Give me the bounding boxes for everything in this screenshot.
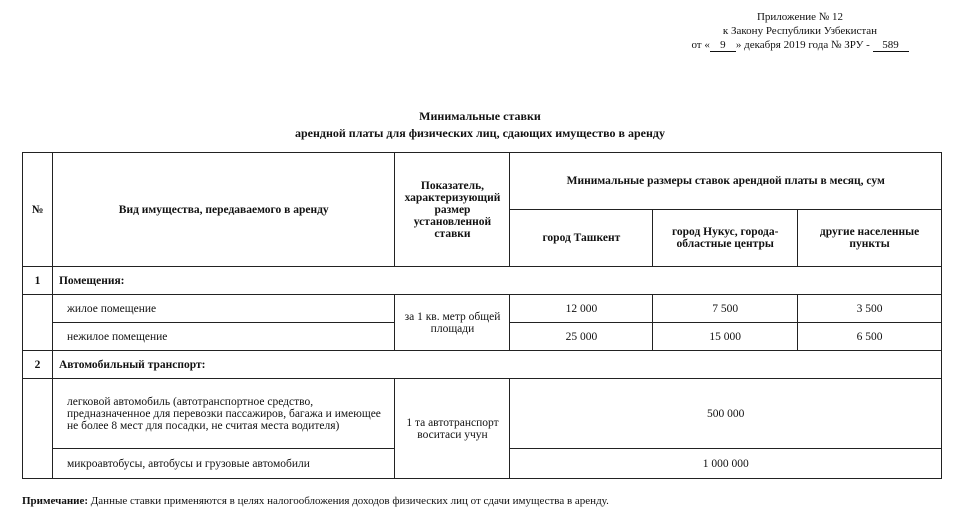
table-row xyxy=(23,295,942,323)
row-name: микроавтобусы, автобусы и грузовые автомобили xyxy=(52,449,395,479)
header-property: Вид имущества, передаваемого в аренду xyxy=(52,153,395,267)
row-indicator: за 1 кв. метр общей площади xyxy=(395,295,510,351)
appendix-date-prefix: от « xyxy=(691,39,710,51)
header-tashkent: город Ташкент xyxy=(510,210,653,267)
table-row xyxy=(23,379,942,449)
row-name: нежилое помещение xyxy=(52,323,395,351)
header-nukus: город Нукус, города-областные центры xyxy=(653,210,798,267)
value-tashkent: 12 000 xyxy=(510,295,653,323)
appendix-law-number: 589 xyxy=(873,39,909,52)
footnote xyxy=(22,495,609,507)
value-other: 3 500 xyxy=(798,295,942,323)
row-name: жилое помещение xyxy=(52,295,395,323)
row-indicator: 1 та автотранспорт воситаси учун xyxy=(395,379,510,479)
value-nukus: 15 000 xyxy=(653,323,798,351)
rates-table xyxy=(22,152,942,479)
section-num: 2 xyxy=(23,351,53,379)
header-other: другие населенные пункты xyxy=(798,210,942,267)
footnote-label: Примечание: xyxy=(22,495,89,507)
section-title: Автомобильный транспорт: xyxy=(52,351,941,379)
appendix-line-1: Приложение № 12 xyxy=(756,11,844,23)
row-name: легковой автомобиль (автотранспортное средство, предназначенное для перевозки пассажиров, багажа и имеющее не более 8 мест для посадки, не считая места водителя) xyxy=(52,379,395,449)
header-row-1 xyxy=(23,153,942,210)
value-all: 1 000 000 xyxy=(510,449,942,479)
header-min-rates: Минимальные размеры ставок арендной платы в месяц, сум xyxy=(510,153,942,210)
empty-cell xyxy=(23,379,53,479)
section-row-1 xyxy=(23,267,942,295)
section-num: 1 xyxy=(23,267,53,295)
value-all: 500 000 xyxy=(510,379,942,449)
value-other: 6 500 xyxy=(798,323,942,351)
title-line-1: Минимальные ставки xyxy=(419,109,541,123)
header-indicator: Показатель, характеризующий размер установленной ставки xyxy=(395,153,510,267)
appendix-day: 9 xyxy=(710,39,736,52)
appendix-line-2: к Закону Республики Узбекистан xyxy=(722,25,878,37)
document-title xyxy=(0,108,960,142)
appendix-header xyxy=(640,10,960,52)
appendix-date-mid: » декабря 2019 года № ЗРУ - xyxy=(735,39,870,51)
header-num: № xyxy=(23,153,53,267)
value-tashkent: 25 000 xyxy=(510,323,653,351)
section-title: Помещения: xyxy=(52,267,941,295)
appendix-line-3 xyxy=(640,38,960,52)
footnote-text: Данные ставки применяются в целях налогообложения доходов физических лиц от сдачи имущества в аренду. xyxy=(88,495,609,507)
title-line-2: арендной платы для физических лиц, сдающих имущество в аренду xyxy=(294,126,665,140)
value-nukus: 7 500 xyxy=(653,295,798,323)
empty-cell xyxy=(23,295,53,351)
section-row-2 xyxy=(23,351,942,379)
